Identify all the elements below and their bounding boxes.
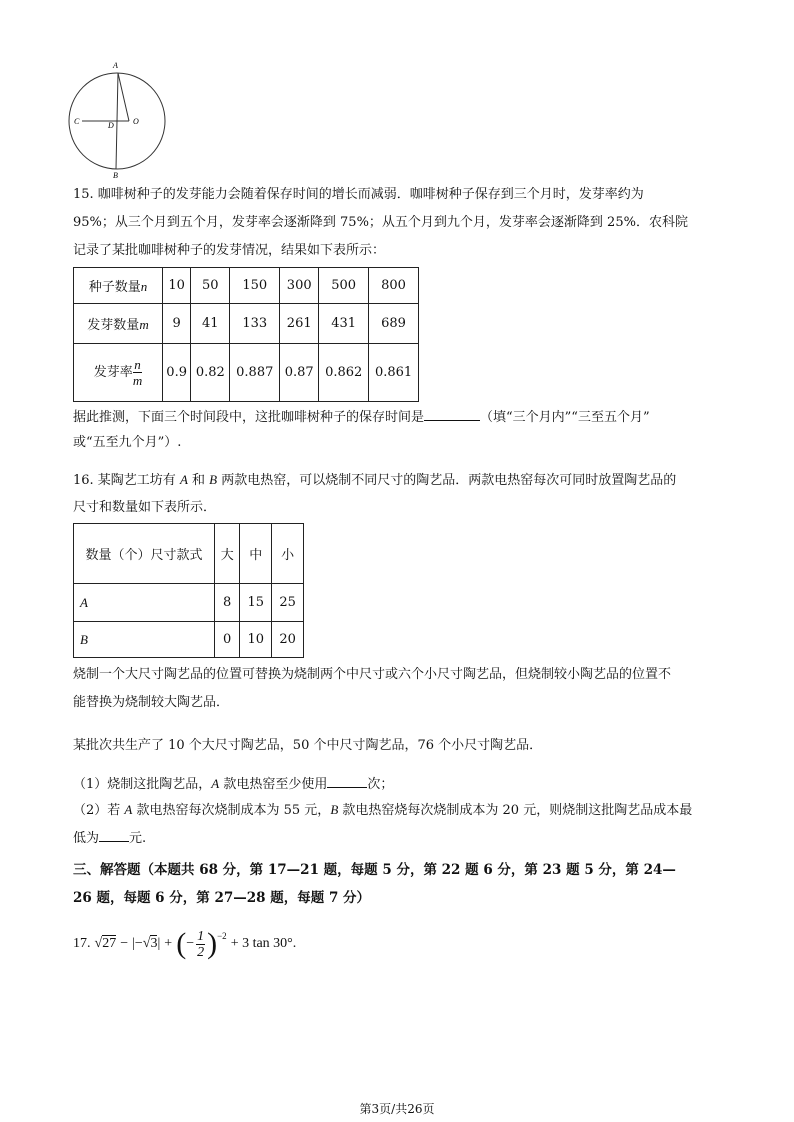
row-label-seeds: 种子数量n xyxy=(74,268,163,304)
q15-line-3: 记录了某批咖啡树种子的发芽情况，结果如下表所示： xyxy=(73,243,386,258)
q16-para-3: 某批次共生产了 10 个大尺寸陶艺品，50 个中尺寸陶艺品，76 个小尺寸陶艺品． xyxy=(73,738,543,753)
label-d: D xyxy=(108,121,114,130)
paren-power: ( − $\frac{1}{2}$ ) −2 xyxy=(176,927,227,960)
row-name: A xyxy=(74,584,215,622)
germination-table xyxy=(73,267,419,402)
table-cell: 150 xyxy=(230,268,280,304)
q16-sub-2: （2）若 A 款电热窑每次烧制成本为 55 元，B 款电热窑烧每次烧制成本为 20 元，则烧制这批陶艺品成本最 xyxy=(73,802,693,818)
table-row xyxy=(74,584,304,622)
table-cell: 133 xyxy=(230,304,280,344)
label-o: O xyxy=(133,117,139,126)
table-row xyxy=(74,304,419,344)
kiln-capacity-table xyxy=(73,523,304,658)
table-cell: 25 xyxy=(272,584,304,622)
circle-geometry-figure xyxy=(68,58,188,180)
q16-line-2: 尺寸和数量如下表所示． xyxy=(73,500,217,515)
row-label-germinated: 发芽数量m xyxy=(74,304,163,344)
q15-line-1: 15. 咖啡树种子的发芽能力会随着保存时间的增长而减弱．咖啡树种子保存到三个月时，发芽率约为 xyxy=(73,187,644,202)
q16-sub-1: （1）烧制这批陶艺品，A 款电热窑至少使用 次； xyxy=(73,776,394,792)
table-cell: 800 xyxy=(369,268,419,304)
header-col-large: 大 xyxy=(215,524,240,584)
table-cell: 689 xyxy=(369,304,419,344)
section-3-heading-cont: 26 题，每题 6 分，第 27—28 题，每题 7 分） xyxy=(73,890,371,906)
row-name: B xyxy=(74,622,215,658)
header-col-small: 小 xyxy=(272,524,304,584)
table-cell: 41 xyxy=(191,304,230,344)
table-cell: 0.9 xyxy=(163,344,191,402)
table-cell: 261 xyxy=(280,304,319,344)
q15-answer-line-2: 或“五至九个月”）. xyxy=(73,435,182,450)
q16-para-2: 能替换为烧制较大陶艺品． xyxy=(73,695,230,710)
page-number: 第3页/共26页 xyxy=(359,1102,435,1116)
table-cell: 0.862 xyxy=(319,344,369,402)
q16-para-1: 烧制一个大尺寸陶艺品的位置可替换为烧制两个中尺寸或六个小尺寸陶艺品，但烧制较小陶艺品的位置不 xyxy=(73,667,672,682)
table-row xyxy=(74,622,304,658)
segment-ao xyxy=(118,73,129,121)
q16-line-1: 16. 某陶艺工坊有 A 和 B 两款电热窑，可以烧制不同尺寸的陶艺品．两款电热窑每次可同时放置陶艺品的 xyxy=(73,472,677,488)
answer-blank[interactable] xyxy=(424,407,480,421)
table-cell: 20 xyxy=(272,622,304,658)
question-number: 17. xyxy=(73,936,91,951)
table-cell: 431 xyxy=(319,304,369,344)
q16-sub-2-cont: 低为 元. xyxy=(73,828,146,848)
table-row xyxy=(74,344,419,402)
table-cell: 10 xyxy=(240,622,272,658)
table-cell: 500 xyxy=(319,268,369,304)
q15-answer-line: 据此推测，下面三个时间段中，这批咖啡树种子的保存时间是 （填“三个月内”“三至五个月” xyxy=(73,407,650,427)
label-a: A xyxy=(113,61,118,70)
table-cell: 50 xyxy=(191,268,230,304)
row-label-rate: 发芽率 $\frac{n}{m}$ xyxy=(74,344,163,402)
q15-line-2: 95%；从三个月到五个月，发芽率会逐渐降到 75%；从五个月到九个月，发芽率会逐渐降到 25%．农科院 xyxy=(73,215,688,230)
table-cell: 8 xyxy=(215,584,240,622)
header-cell: 数量（个）尺寸款式 xyxy=(74,524,215,584)
fraction-n-over-m: $\frac{n}{m}$ xyxy=(132,357,143,388)
label-c: C xyxy=(74,117,80,126)
table-cell: 0.887 xyxy=(230,344,280,402)
table-cell: 10 xyxy=(163,268,191,304)
tan-term: + 3 tan 30° xyxy=(230,936,293,951)
answer-blank[interactable] xyxy=(99,828,129,842)
q17-expression: 17. √27 − |−√3| + ( − $\frac{1}{2}$ ) −2 + 3 tan 30° . xyxy=(73,927,297,960)
header-col-medium: 中 xyxy=(240,524,272,584)
table-cell: 0.861 xyxy=(369,344,419,402)
answer-blank[interactable] xyxy=(327,774,367,788)
sqrt-27: √27 xyxy=(94,936,117,951)
table-cell: 0.82 xyxy=(191,344,230,402)
table-cell: 15 xyxy=(240,584,272,622)
table-cell: 0 xyxy=(215,622,240,658)
table-cell: 9 xyxy=(163,304,191,344)
table-cell: 300 xyxy=(280,268,319,304)
table-cell: 0.87 xyxy=(280,344,319,402)
label-b: B xyxy=(113,171,118,180)
table-row xyxy=(74,524,304,584)
section-3-heading: 三、解答题（本题共 68 分，第 17—21 题，每题 5 分，第 22 题 6 分，第 23 题 5 分，第 24— xyxy=(73,862,676,878)
table-row xyxy=(74,268,419,304)
abs-neg-sqrt-3: |−√3| xyxy=(132,936,161,951)
